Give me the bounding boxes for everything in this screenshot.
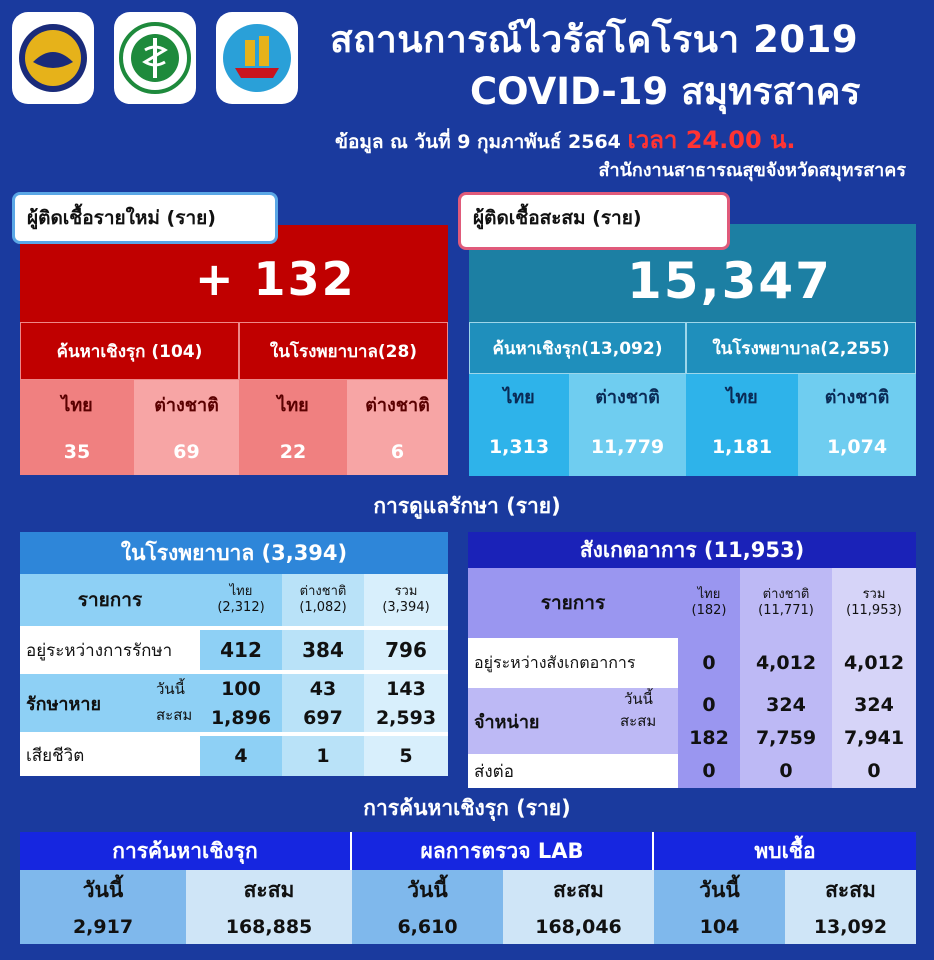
search-cum-label: สะสม [186,870,352,910]
hospital-col-thai-label: ไทย [229,584,253,600]
lab-cum-value: 168,046 [503,910,654,944]
date-text: ข้อมูล ณ วันที่ 9 กุมภาพันธ์ 2564 [335,131,621,153]
recovered-cum-foreign: 697 [282,703,364,732]
treating-total: 796 [364,630,448,670]
cumulative-total: 15,347 [627,252,832,310]
cumulative-label: ผู้ติดเชื้อสะสม (ราย) [458,192,730,250]
cum-hospital-foreign-value: 1,074 [798,418,916,476]
hospital-col-thai [200,574,282,626]
new-hospital-header: ในโรงพยาบาล(28) [239,322,448,380]
treating-thai: 412 [200,630,282,670]
cum-hospital-thai-label: ไทย [686,374,798,418]
cum-hospital-foreign-label: ต่างชาติ [798,374,916,418]
hospital-row-treating: อยู่ระหว่างการรักษา [26,640,173,661]
hospital-col-thai-count: (2,312) [217,600,265,615]
hospital-col-foreign-label: ต่างชาติ [299,584,347,600]
hospital-col-total [364,574,448,626]
discharged-today-foreign: 324 [740,688,832,721]
recovered-today-label: วันนี้ [156,680,185,698]
lab-today-value: 6,610 [352,910,503,944]
new-hospital-thai-label: ไทย [239,380,347,428]
cum-hospital-thai-value: 1,181 [686,418,798,476]
referred-thai: 0 [678,754,740,788]
discharged-cum-label: สะสม [620,712,657,730]
new-proactive-thai-value: 35 [20,428,134,475]
title-line-2: COVID-19 สมุทรสาคร [470,70,861,113]
ministry-of-public-health-icon [114,12,196,104]
observation-col-total-count: (11,953) [846,603,902,618]
cum-proactive-foreign-label: ต่างชาติ [569,374,686,418]
proactive-section-title: การค้นหาเชิงรุก (ราย) [363,796,571,820]
new-proactive-foreign-value: 69 [134,428,239,475]
hospital-row-recovered: รักษาหาย [20,674,200,732]
observation-col-item: รายการ [468,568,678,638]
observation-col-total [832,568,916,638]
died-total: 5 [364,736,448,776]
observation-col-thai-count: (182) [691,603,727,618]
new-hospital-thai-value: 22 [239,428,347,475]
new-cases-total: + 132 [195,252,356,306]
hospital-table-title: ในโรงพยาบาล (3,394) [20,532,448,574]
proactive-table [20,832,916,944]
recovered-cum-total: 2,593 [364,703,448,732]
discharged-today-label: วันนี้ [624,690,653,708]
observation-row-observing: อยู่ระหว่างสังเกตอาการ [474,652,636,672]
new-proactive-thai-label: ไทย [20,380,134,428]
samut-sakhon-junk-boat-icon [216,12,298,104]
discharged-today-total: 324 [832,688,916,721]
died-foreign: 1 [282,736,364,776]
search-today-label: วันนี้ [20,870,186,910]
recovered-cum-thai: 1,896 [200,703,282,732]
cum-proactive-header: ค้นหาเชิงรุก(13,092) [469,322,686,374]
died-thai: 4 [200,736,282,776]
proactive-group-search: การค้นหาเชิงรุก [20,832,352,870]
hospital-col-foreign-count: (1,082) [299,600,347,615]
cum-proactive-thai-value: 1,313 [469,418,569,476]
recovered-today-total: 143 [364,674,448,703]
date-line [335,120,796,159]
discharged-cum-thai: 182 [678,721,740,754]
search-today-value: 2,917 [20,910,186,944]
new-cases-label: ผู้ติดเชื้อรายใหม่ (ราย) [12,192,278,244]
time-text: เวลา 24.00 น. [627,126,796,154]
hospital-col-total-count: (3,394) [382,600,430,615]
found-today-value: 104 [654,910,785,944]
title-line-1: สถานการณ์ไวรัสโคโรนา 2019 [330,18,859,61]
proactive-group-found: พบเชื้อ [654,832,916,870]
cum-proactive-foreign-value: 11,779 [569,418,686,476]
recovered-today-foreign: 43 [282,674,364,703]
hospital-table [20,532,448,776]
observation-col-total-label: รวม [862,587,886,603]
observation-col-foreign-label: ต่างชาติ [762,587,810,603]
observation-col-foreign [740,568,832,638]
observation-table [468,532,916,788]
search-cum-value: 168,885 [186,910,352,944]
observation-row-discharged: จำหน่าย [468,688,678,754]
lab-cum-label: สะสม [503,870,654,910]
hospital-col-item: รายการ [20,574,200,626]
lab-today-label: วันนี้ [352,870,503,910]
hospital-col-total-label: รวม [394,584,418,600]
treating-foreign: 384 [282,630,364,670]
observation-col-foreign-count: (11,771) [758,603,814,618]
found-cum-value: 13,092 [785,910,916,944]
observation-table-title: สังเกตอาการ (11,953) [468,532,916,568]
new-hospital-foreign-value: 6 [347,428,448,475]
office-name: สำนักงานสาธารณสุขจังหวัดสมุทรสาคร [598,160,906,181]
new-proactive-foreign-label: ต่างชาติ [134,380,239,428]
new-hospital-foreign-label: ต่างชาติ [347,380,448,428]
observation-col-thai [678,568,740,638]
found-today-label: วันนี้ [654,870,785,910]
cum-hospital-header: ในโรงพยาบาล(2,255) [686,322,916,374]
recovered-today-thai: 100 [200,674,282,703]
observation-row-referred: ส่งต่อ [474,761,514,782]
referred-foreign: 0 [740,754,832,788]
observing-total: 4,012 [832,638,916,688]
observation-col-thai-label: ไทย [697,587,721,603]
cum-proactive-thai-label: ไทย [469,374,569,418]
discharged-cum-total: 7,941 [832,721,916,754]
observing-thai: 0 [678,638,740,688]
care-section-title: การดูแลรักษา (ราย) [373,494,561,518]
hospital-col-foreign [282,574,364,626]
new-proactive-header: ค้นหาเชิงรุก (104) [20,322,239,380]
observing-foreign: 4,012 [740,638,832,688]
found-cum-label: สะสม [785,870,916,910]
referred-total: 0 [832,754,916,788]
hospital-row-died: เสียชีวิต [26,745,85,766]
discharged-today-thai: 0 [678,688,740,721]
discharged-cum-foreign: 7,759 [740,721,832,754]
recovered-cum-label: สะสม [156,706,193,724]
proactive-group-lab: ผลการตรวจ LAB [352,832,654,870]
provincial-seal-icon [12,12,94,104]
